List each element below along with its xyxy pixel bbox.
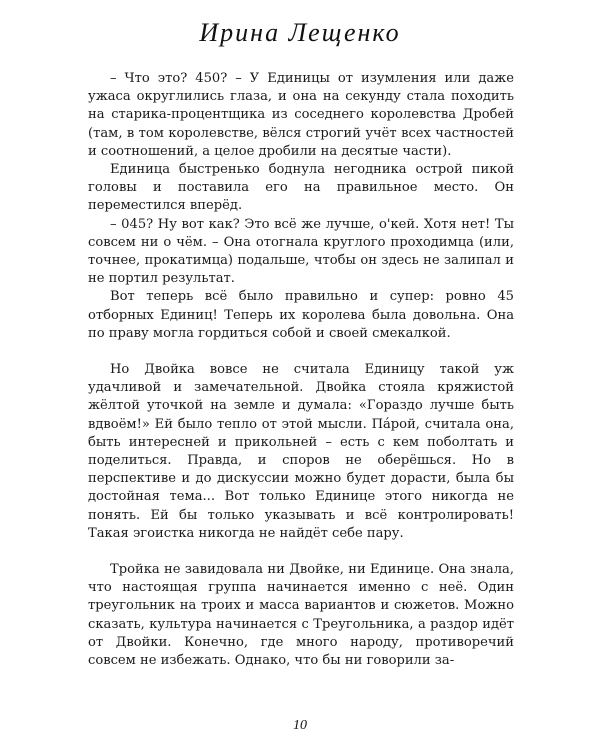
section-gap <box>88 543 514 561</box>
paragraph-5: Но Двойка вовсе не считала Единицу такой уж удачливой и замечательной. Двойка стояла кряжистой жёлтой уточкой на земле и думала: «Гораздо лучше быть вдвоём!» Ей было тепло от этой мысли. Пáрой, считала она, быть интересней и прикольней – есть с кем поболтать и поделиться. Правда, и споров не оберёшься. Но в перспективе и до дискуссии можно будет дорасти, была бы достойная тема... Вот только Единице этого никогда не понять. Ей бы только указывать и всё контролировать! Такая эгоистка никогда не найдёт себе пару. <box>88 362 514 541</box>
running-header-author: Ирина Лещенко <box>199 18 401 47</box>
body-text <box>88 70 514 670</box>
section-gap <box>88 343 514 361</box>
paragraph-6: Тройка не завидовала ни Двойке, ни Единице. Она знала, что настоящая группа начинается именно с неё. Один треугольник на троих и масса вариантов и сюжетов. Можно сказать, культура начинается с Треугольника, а раздор идёт от Двойки. Конечно, где много народу, противоречий совсем не избежать. Однако, что бы ни говорили за- <box>88 562 514 669</box>
paragraph-2: Единица быстренько боднула негодника острой пикой головы и поставила его на правильное место. Он переместился вперёд. <box>88 162 514 214</box>
paragraph-4: Вот теперь всё было правильно и супер: ровно 45 отборных Единиц! Теперь их королева была довольна. Она по праву могла гордиться собой и своей смекалкой. <box>88 289 514 341</box>
page-number: 10 <box>293 718 307 733</box>
paragraph-1: – Что это? 450? – У Единицы от изумления или даже ужаса округлились глаза, и она на секунду стала походить на старика-процентщика из соседнего королевства Дробей (там, в том королевстве, вёлся строгий учёт всех частностей и соотношений, а целое дробили на десятые части). <box>88 71 514 159</box>
paragraph-3: – 045? Ну вот как? Это всё же лучше, о'кей. Хотя нет! Ты совсем ни о чём. – Она отогнала круглого проходимца (или, точнее, прокатимца) подальше, чтобы он здесь не залипал и не портил результат. <box>88 216 514 287</box>
